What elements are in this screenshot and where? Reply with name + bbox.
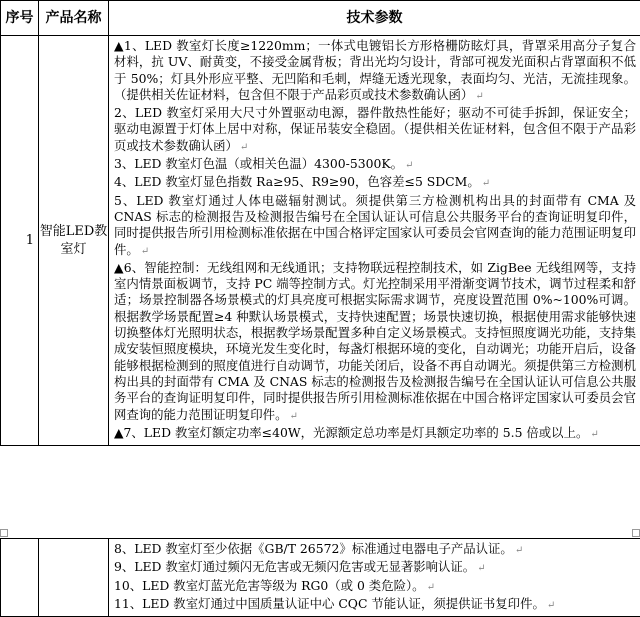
return-mark: ↵ [482,178,490,189]
page-break-marker-left [0,529,8,537]
param-5: 5、LED 教室灯通过人体电磁辐射测试。须提供第三方检测机构出具的封面带有 CMA 及 CNAS 标志的检测报告及检测报告编号在全国认证认可信息公共服务平台的查询证明复印件，同时提供报告所引用检测标准依据在中国合格评定国家认可委员会官网查询的能力范围证明复印件。 ↵ [114,193,636,260]
return-mark: ↵ [475,91,483,102]
row2-seq [1,539,39,617]
return-mark: ↵ [405,160,413,171]
parameters-table-continued [0,538,640,617]
return-mark: ↵ [289,411,297,422]
param-1: ▲1、LED 教室灯长度≥1220mm；一体式电镀铝长方形格栅防眩灯具，背罩采用高分子复合材料，抗 UV、耐黄变，不接受金属背板；背出光均匀设计，背部可视发光面积占背罩面积不低于 50%；灯具外形应平整、无凹陷和毛刺，焊缝无透光现象，表面均匀、光洁，无流挂现象。（提供相关佐证材料，包含但不限于产品彩页或技术参数确认函） ↵ [114,38,636,105]
table-row [1,539,640,617]
param-7: ▲7、LED 教室灯额定功率≤40W，光源额定总功率是灯具额定功率的 5.5 倍或以上。 ↵ [114,425,636,443]
return-mark: ↵ [477,563,485,574]
param-3: 3、LED 教室灯色温（或相关色温）4300-5300K。 ↵ [114,156,636,174]
page-break [0,527,640,538]
table-row [1,36,640,446]
return-mark: ↵ [547,600,555,611]
param-10: 10、LED 教室灯蓝光危害等级为 RG0（或 0 类危险）。 ↵ [114,578,636,596]
param-11: 11、LED 教室灯通过中国质量认证中心 CQC 节能认证，须提供证书复印件。 ↵ [114,596,636,614]
table-header-row [1,1,640,36]
header-product-name: 产品名称 [39,1,109,36]
row2-params-cell [109,539,640,617]
param-2: 2、LED 教室灯采用大尺寸外置驱动电源，器件散热性能好；驱动不可徒手拆卸，保证安全；驱动电源置于灯体上居中对称，保证吊装安全稳固。（提供相关佐证材料，包含但不限于产品彩页或技术参数确认函） ↵ [114,105,636,156]
page-break-marker-right [632,529,640,537]
row-params-cell [109,36,640,446]
param-8: 8、LED 教室灯至少依据《GB/T 26572》标准通过电器电子产品认证。 ↵ [114,541,636,559]
param-9: 9、LED 教室灯通过频闪无危害或无频闪危害或无显著影响认证。 ↵ [114,559,636,577]
return-mark: ↵ [590,429,598,440]
param-4: 4、LED 教室灯显色指数 Ra≥95、R9≥90，色容差≤5 SDCM。 ↵ [114,174,636,192]
return-mark: ↵ [141,246,149,257]
row-product-name: 智能LED教室灯 [39,36,109,446]
row-seq: 1 [1,36,39,446]
return-mark: ↵ [515,545,523,556]
return-mark: ↵ [240,142,248,153]
header-seq: 序号 [1,1,39,36]
return-mark: ↵ [427,582,435,593]
header-tech-params: 技术参数 [109,1,640,36]
param-6: ▲6、智能控制：无线组网和无线通讯；支持物联远程控制技术，如 ZigBee 无线组网等，支持室内情景面板调节，支持 PC 端等控制方式。灯光控制采用平滑渐变调节技术，调节过程柔和舒适；场景控制器各场景模式的灯具亮度可根据实际需求调节，亮度设置范围 0%~100%可调。根据教学场景配置≥4 种默认场景模式，支持快速配置；场景快速切换，根据使用需求能够快速切换整体灯光照明状态，根据教学场景配置多种自定义场景模式。支持恒照度调光功能，支持集成安装恒照度模块，环境光发生变化时，每盏灯根据环境的变化，自动调光；功能开启后，设备能够根据检测到的照度值进行自动调节，功能关闭后，设备不再自动调光。须提供第三方检测机构出具的封面带有 CMA 及 CNAS 标志的检测报告及检测报告编号在全国认证认可信息公共服务平台的查询证明复印件，同时提供报告所引用检测标准依据在中国合格评定国家认可委员会官网查询的能力范围证明复印件。 ↵ [114,260,636,425]
row2-product-name [39,539,109,617]
